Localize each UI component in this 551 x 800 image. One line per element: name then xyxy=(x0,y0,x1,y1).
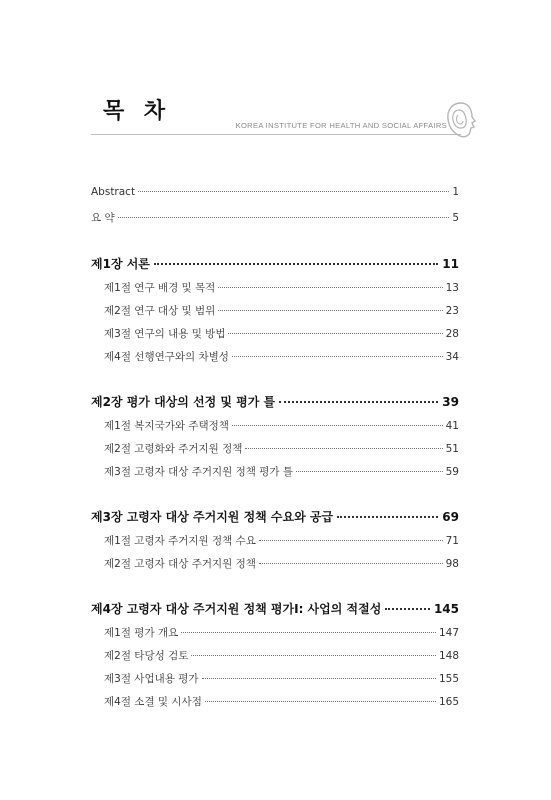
toc-section-2-1[interactable] xyxy=(104,418,459,433)
dot-leader xyxy=(202,678,436,679)
header-divider xyxy=(91,134,461,135)
dot-leader xyxy=(245,448,442,449)
dot-leader xyxy=(218,287,442,288)
toc-chapter-2[interactable] xyxy=(91,393,459,410)
toc-section-3-2[interactable] xyxy=(104,556,459,571)
institute-name: KOREA INSTITUTE FOR HEALTH AND SOCIAL AFFAIRS xyxy=(235,121,447,130)
toc-section-title: 제1절 연구 배경 및 목적 xyxy=(104,282,216,294)
toc-section-page: 98 xyxy=(445,558,459,570)
toc-section-page: 165 xyxy=(438,696,459,708)
toc-section-page: 41 xyxy=(445,420,459,432)
toc-chapter-title: 제1장 서론 xyxy=(91,257,150,271)
institute-logo-icon xyxy=(444,100,478,140)
toc-section-1-4[interactable] xyxy=(104,349,459,364)
toc-section-2-2[interactable] xyxy=(104,441,459,456)
toc-section-title: 제1절 고령자 주거지원 정책 수요 xyxy=(104,535,256,547)
toc-section-3-1[interactable] xyxy=(104,533,459,548)
toc-section-page: 59 xyxy=(445,466,459,478)
dot-leader xyxy=(118,217,450,218)
toc-section-title: 제2절 연구 대상 및 범위 xyxy=(104,305,216,317)
toc-section-page: 28 xyxy=(445,328,459,340)
toc-entry-page: 5 xyxy=(452,212,459,224)
dot-leader xyxy=(385,608,430,610)
dot-leader xyxy=(181,632,436,633)
dot-leader xyxy=(205,701,436,702)
toc-section-1-3[interactable] xyxy=(104,326,459,341)
toc-chapter-page: 39 xyxy=(442,395,459,409)
toc-chapter-1[interactable] xyxy=(91,255,459,272)
toc-section-4-3[interactable] xyxy=(104,671,459,686)
toc-section-title: 제4절 소결 및 시사점 xyxy=(104,696,202,708)
toc-chapter-page: 145 xyxy=(433,602,459,616)
toc-section-title: 제2절 타당성 검토 xyxy=(104,650,189,662)
toc-entry-page: 1 xyxy=(452,186,459,198)
toc-entry-summary[interactable] xyxy=(91,210,459,225)
dot-leader xyxy=(218,310,442,311)
toc-chapter-4[interactable] xyxy=(91,600,459,617)
dot-leader xyxy=(228,333,442,334)
page-title: 목 차 xyxy=(103,99,172,124)
toc-chapter-title: 제3장 고령자 대상 주거지원 정책 수요와 공급 xyxy=(91,510,334,524)
toc-section-page: 71 xyxy=(445,535,459,547)
toc-section-2-3[interactable] xyxy=(104,464,459,479)
toc-section-title: 제2절 고령자 대상 주거지원 정책 xyxy=(104,558,256,570)
toc-section-page: 13 xyxy=(445,282,459,294)
toc-section-page: 23 xyxy=(445,305,459,317)
toc-section-title: 제4절 선행연구와의 차별성 xyxy=(104,351,229,363)
dot-leader xyxy=(279,401,438,403)
toc-section-1-2[interactable] xyxy=(104,303,459,318)
dot-leader xyxy=(138,191,449,192)
toc-chapter-page: 11 xyxy=(442,257,459,271)
toc-section-title: 제3절 고령자 대상 주거지원 정책 평가 틀 xyxy=(104,466,293,478)
toc-section-title: 제3절 사업내용 평가 xyxy=(104,673,199,685)
toc-section-page: 147 xyxy=(438,627,459,639)
dot-leader xyxy=(232,356,443,357)
toc-section-page: 148 xyxy=(438,650,459,662)
toc-section-4-4[interactable] xyxy=(104,694,459,709)
toc-section-1-1[interactable] xyxy=(104,280,459,295)
toc-section-title: 제1절 평가 개요 xyxy=(104,627,179,639)
toc-entry-abstract[interactable] xyxy=(91,186,459,198)
toc-section-page: 34 xyxy=(445,351,459,363)
toc-section-title: 제1절 복지국가와 주택정책 xyxy=(104,420,229,432)
toc-chapter-page: 69 xyxy=(442,510,459,524)
dot-leader xyxy=(259,540,443,541)
toc-section-title: 제3절 연구의 내용 및 방법 xyxy=(104,328,226,340)
dot-leader xyxy=(337,516,438,518)
dot-leader xyxy=(296,471,443,472)
dot-leader xyxy=(259,563,443,564)
toc-section-page: 155 xyxy=(438,673,459,685)
dot-leader xyxy=(232,425,443,426)
toc-section-title: 제2절 고령화와 주거지원 정책 xyxy=(104,443,243,455)
toc-entry-title: Abstract xyxy=(91,186,136,198)
toc-section-4-2[interactable] xyxy=(104,648,459,663)
toc-section-4-1[interactable] xyxy=(104,625,459,640)
toc-chapter-title: 제2장 평가 대상의 선정 및 평가 틀 xyxy=(91,395,276,409)
toc-chapter-3[interactable] xyxy=(91,508,459,525)
toc-entry-title: 요 약 xyxy=(91,212,115,224)
dot-leader xyxy=(191,655,436,656)
dot-leader xyxy=(154,263,438,265)
toc-section-page: 51 xyxy=(445,443,459,455)
toc-chapter-title: 제4장 고령자 대상 주거지원 정책 평가Ⅰ: 사업의 적절성 xyxy=(91,602,382,616)
